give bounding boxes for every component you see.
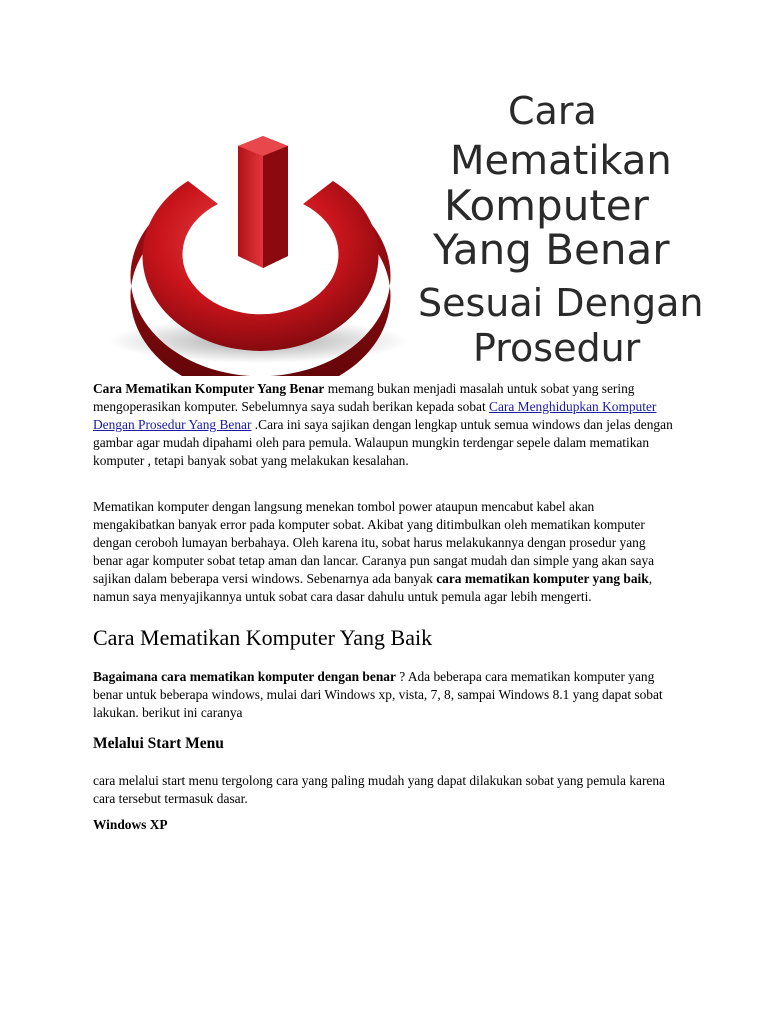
power-icon xyxy=(108,136,408,376)
hero-title-line: Mematikan xyxy=(450,138,672,184)
paragraph-2-bold: cara mematikan komputer yang baik xyxy=(436,571,649,586)
paragraph-2-text-end: , namun saya menyajikannya untuk sobat cara dasar dahulu untuk pemula agar lebih mengerti. xyxy=(93,571,653,604)
hero-image xyxy=(88,76,720,376)
intro-text-continued: .Cara ini saya sajikan dengan lengkap untuk semua windows dan jelas dengan gambar agar mudah dipahami oleh para pemula. Walaupun mungkin terdengar sepele dalam mematikan komputer , tetapi banyak sobat yang melakukan kesalahan. xyxy=(93,417,673,468)
subheading-windows-xp: Windows XP xyxy=(93,817,168,832)
intro-paragraph xyxy=(93,380,678,470)
intro-bold-lead: Cara Mematikan Komputer Yang Benar xyxy=(93,381,325,396)
link-cara-menghidupkan[interactable]: Cara Menghidupkan Komputer Dengan Prosedur Yang Benar xyxy=(93,399,657,432)
paragraph-2-text: Mematikan komputer dengan langsung menekan tombol power ataupun mencabut kabel akan mengakibatkan banyak error pada komputer sobat. Akibat yang ditimbulkan oleh mematikan komputer dengan ceroboh lumayan berbahaya. Oleh karena itu, sobat harus melakukannya dengan prosedur yang benar agar komputer sobat tetap aman dan lancar. Caranya pun sangat mudah dan simple yang akan saya sajikan dalam beberapa versi windows. Sebenarnya ada banyak xyxy=(93,499,655,586)
paragraph-3 xyxy=(93,668,678,722)
section-heading: Cara Mematikan Komputer Yang Baik xyxy=(93,625,433,650)
intro-text: memang bukan menjadi masalah untuk sobat yang sering mengoperasikan komputer. Sebelumnya saya sudah berikan kepada sobat xyxy=(93,381,635,414)
paragraph-4: cara melalui start menu tergolong cara yang paling mudah yang dapat dilakukan sobat yang pemula karena cara tersebut termasuk dasar. xyxy=(93,773,665,806)
subheading-start-menu: Melalui Start Menu xyxy=(93,735,224,752)
article-body xyxy=(93,380,678,834)
hero-title-line: Sesuai Dengan xyxy=(418,281,704,325)
hero-title-line: Prosedur xyxy=(473,326,641,370)
paragraph-2 xyxy=(93,498,678,606)
hero-title-line: Komputer xyxy=(444,181,649,230)
hero-title-line: Yang Benar xyxy=(433,225,670,274)
hero-title-line: Cara xyxy=(508,89,597,133)
hero-title xyxy=(418,89,704,370)
paragraph-3-bold-lead: Bagaimana cara mematikan komputer dengan benar xyxy=(93,669,396,684)
paragraph-3-text: ? Ada beberapa cara mematikan komputer yang benar untuk beberapa windows, mulai dari Windows xp, vista, 7, 8, sampai Windows 8.1 yang dapat sobat lakukan. berikut ini caranya xyxy=(93,669,663,720)
